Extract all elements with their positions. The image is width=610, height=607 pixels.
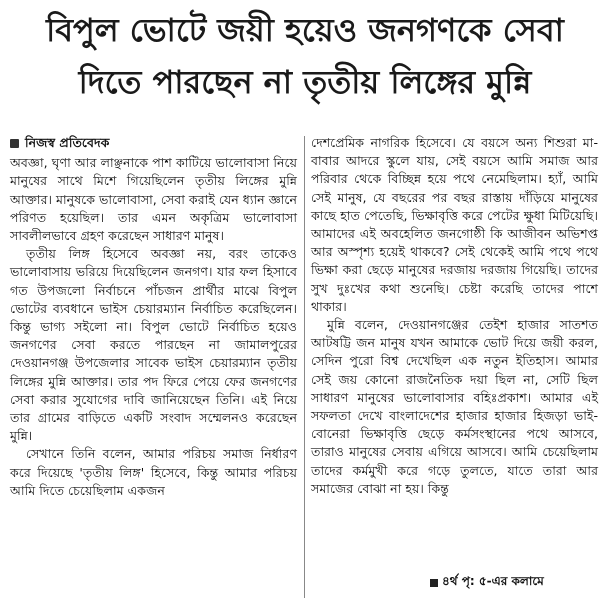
paragraph: দেশপ্রেমিক নাগরিক হিসেবে। যে বয়সে অন্য শিশুরা মা-বাবার আদরে স্কুলে যায়, সেই বয়সে আমি সমাজ আর পরিবার থেকে বিচ্ছিন্ন হয়ে পথে নেমেছিলাম। হ্যাঁ, আমি সেই মানুষ, যে বছরের পর বছর রাস্তায় দাঁড়িয়ে মানুষের কাছে হাত পেতেছি, ভিক্ষাবৃত্তি করে পেটের ক্ষুধা মিটিয়েছি। আমাদের এই অবহেলিত জনগোষ্ঠী কি আজীবন অভিশপ্ত আর অস্পৃশ্য হয়েই থাকবে? সেই থেকেই আমি পথে পথে ভিক্ষা করা ছেড়ে মানুষের দরজায় দরজায় গিয়েছি। তাদের সুখ দুঃখের কথা শুনেছি। চেষ্টা করেছি তাদের পাশে থাকার। [311,135,598,314]
paragraph: অবজ্ঞা, ঘৃণা আর লাঞ্ছনাকে পাশ কাটিয়ে ভালোবাসা নিয়ে মানুষের সাথে মিশে গিয়েছিলেন তৃতীয় লিঙ্গের মুন্নি আক্তার। মানুষকে ভালোবাসা, সেবা করাই যেন ধ্যান জ্ঞানে পরিণত হয়েছিল। তার এমন অকৃত্রিম ভালোবাসা সাবলীলভাবে গ্রহণ করেছেন সাধারণ মানুষ। [10,155,297,244]
headline-line-1: বিপুল ভোটে জয়ী হয়েও জনগণকে সেবা [46,11,564,49]
square-bullet-icon [10,139,19,148]
continued-text: ৪র্থ পৃ: ৫-এর কলামে [442,574,544,588]
headline-line-2: দিতে পারছেন না তৃতীয় লিঙ্গের মুন্নি [78,63,532,101]
byline [10,134,297,152]
column-divider [304,136,305,598]
continued-note [430,573,544,593]
byline-text: নিজস্ব প্রতিবেদক [25,135,110,150]
paragraph: মুন্নি বলেন, দেওয়ানগঞ্জের তেইশ হাজার সাতশত আটষট্টি জন মানুষ যখন আমাকে ভোট দিয়ে জয়ী করল, সেদিন পুরো বিশ্ব দেখেছিল এক নতুন ইতিহাস। আমার সেই জয় কোনো রাজনৈতিক দয়া ছিল না, সেটি ছিল সাধারণ মানুষের ভালোবাসার বহিঃপ্রকাশ। আমার এই সফলতা দেখে বাংলাদেশের হাজার হাজার হিজড়া ভাই-বোনেরা ভিক্ষাবৃত্তি ছেড়ে কর্মসংস্থানের পথে আসবে, তারাও মানুষের সেবায় এগিয়ে আসবে। আমি চেয়েছিলাম তাদের কর্মমুখী করে গড়ে তুলতে, যাতে তারা আর সমাজের বোঝা না হয়। কিন্তু [311,317,598,496]
article-column-left [10,134,297,500]
paragraph: তৃতীয় লিঙ্গ হিসেবে অবজ্ঞা নয়, বরং তাকেও ভালোবাসায় ভরিয়ে দিয়েছিলেন জনগণ। যার ফল হিসাবে গত উপজলো নির্বাচনে পাঁচজন প্রার্থীর মাঝে বিপুল ভোটের ব্যবধানে ভাইস চেয়ারম্যান নির্বাচিত করেছিলেন। কিন্তু ভাগ্য সইলো না। বিপুল ভোটে নির্বাচিত হয়েও জনগণের সেবা করতে পারছেন না জামালপুরের দেওয়ানগঞ্জ উপজেলার সাবেক ভাইস চেয়ারম্যান তৃতীয় লিঙ্গের মুন্নি আক্তার। তার পদ ফিরে পেয়ে ফের জনগণের সেবা করার সুযোগের দাবি জানিয়েছেন তিনি। এই নিয়ে তার গ্রামের বাড়িতে একটি সংবাদ সম্মেলনও করেছেন মুন্নি। [10,246,297,444]
square-bullet-icon [430,579,438,587]
paragraph: সেখানে তিনি বলেন, আমার পরিচয় সমাজ নির্ধারণ করে দিয়েছে 'তৃতীয় লিঙ্গ' হিসেবে, কিন্তু আমার পরিচয় আমি দিতে চেয়েছিলাম একজন [10,446,297,498]
headline [8,4,602,108]
article-column-right [311,134,598,498]
